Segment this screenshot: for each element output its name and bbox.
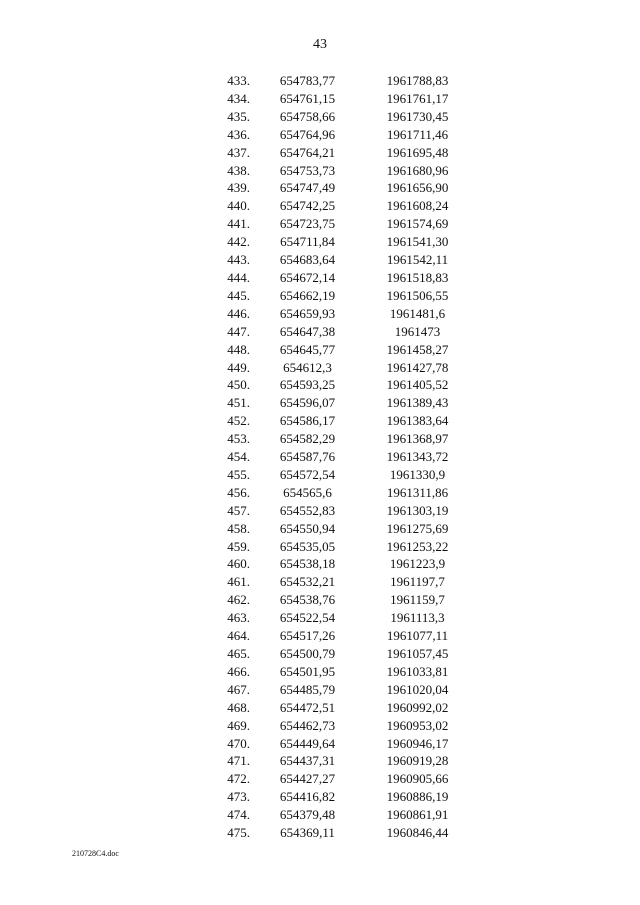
row-number-cell: 464.	[227, 628, 250, 644]
y-coordinate-cell: 1961343,72	[386, 449, 449, 465]
table-row	[200, 609, 470, 627]
x-coordinate-cell: 654758,66	[279, 108, 336, 124]
row-number-cell: 442.	[227, 234, 250, 250]
x-coordinate-cell: 654662,19	[279, 287, 336, 303]
x-coordinate-cell: 654742,25	[279, 198, 336, 214]
row-number-cell: 456.	[227, 484, 250, 500]
row-number-cell: 443.	[227, 252, 250, 268]
y-coordinate-cell: 1961541,30	[386, 234, 449, 250]
x-coordinate-cell: 654565,6	[283, 484, 332, 500]
x-coordinate-cell: 654517,26	[279, 628, 336, 644]
row-number-cell: 435.	[227, 108, 250, 124]
y-coordinate-cell: 1961383,64	[386, 413, 449, 429]
row-number-cell: 474.	[227, 807, 250, 823]
y-coordinate-cell: 1961574,69	[386, 216, 449, 232]
table-row	[200, 824, 470, 842]
x-coordinate-cell: 654437,31	[279, 753, 336, 769]
x-coordinate-cell: 654753,73	[279, 162, 336, 178]
y-coordinate-cell: 1960953,02	[386, 717, 449, 733]
x-coordinate-cell: 654747,49	[279, 180, 336, 196]
y-coordinate-cell: 1961730,45	[386, 108, 449, 124]
x-coordinate-cell: 654659,93	[279, 305, 336, 321]
table-row	[200, 520, 470, 538]
x-coordinate-cell: 654449,64	[279, 735, 336, 751]
y-coordinate-cell: 1961033,81	[386, 663, 449, 679]
x-coordinate-cell: 654586,17	[279, 413, 336, 429]
table-row	[200, 788, 470, 806]
row-number-cell: 472.	[227, 771, 250, 787]
table-row	[200, 162, 470, 180]
row-number-cell: 462.	[227, 592, 250, 608]
row-number-cell: 438.	[227, 162, 250, 178]
row-number-cell: 457.	[227, 502, 250, 518]
row-number-cell: 475.	[227, 825, 250, 841]
row-number-cell: 454.	[227, 449, 250, 465]
y-coordinate-cell: 1961253,22	[386, 538, 449, 554]
y-coordinate-cell: 1961368,97	[386, 431, 449, 447]
x-coordinate-cell: 654711,84	[280, 234, 335, 250]
y-coordinate-cell: 1961711,46	[386, 126, 449, 142]
row-number-cell: 460.	[227, 556, 250, 572]
y-coordinate-cell: 1961506,55	[386, 287, 449, 303]
y-coordinate-cell: 1960846,44	[386, 825, 449, 841]
y-coordinate-cell: 1960946,17	[386, 735, 449, 751]
table-row	[200, 305, 470, 323]
row-number-cell: 439.	[227, 180, 250, 196]
y-coordinate-cell: 1961608,24	[386, 198, 449, 214]
y-coordinate-cell: 1961311,86	[386, 484, 449, 500]
x-coordinate-cell: 654723,75	[279, 216, 336, 232]
y-coordinate-cell: 1960886,19	[386, 789, 449, 805]
x-coordinate-cell: 654672,14	[279, 269, 336, 285]
row-number-cell: 467.	[227, 681, 250, 697]
table-row	[200, 484, 470, 502]
table-row	[200, 251, 470, 269]
table-row	[200, 538, 470, 556]
table-row	[200, 108, 470, 126]
y-coordinate-cell: 1961197,7	[390, 574, 445, 590]
x-coordinate-cell: 654538,76	[279, 592, 336, 608]
table-row	[200, 430, 470, 448]
row-number-cell: 469.	[227, 717, 250, 733]
x-coordinate-cell: 654761,15	[279, 90, 336, 106]
row-number-cell: 452.	[227, 413, 250, 429]
x-coordinate-cell: 654416,82	[279, 789, 336, 805]
row-number-cell: 468.	[227, 699, 250, 715]
row-number-cell: 458.	[227, 520, 250, 536]
x-coordinate-cell: 654552,83	[279, 502, 336, 518]
y-coordinate-cell: 1961223,9	[389, 556, 446, 572]
x-coordinate-cell: 654427,27	[279, 771, 336, 787]
table-row	[200, 72, 470, 90]
table-row	[200, 341, 470, 359]
y-coordinate-cell: 1960992,02	[386, 699, 449, 715]
page-number: 43	[313, 37, 327, 52]
y-coordinate-cell: 1961057,45	[386, 646, 449, 661]
table-row	[200, 323, 470, 341]
x-coordinate-cell: 654532,21	[279, 574, 336, 590]
y-coordinate-cell: 1961303,19	[386, 502, 449, 518]
coordinate-table-body	[200, 72, 470, 842]
y-coordinate-cell: 1961389,43	[386, 395, 449, 411]
footer-filename: 210728C4.doc	[72, 849, 119, 858]
row-number-cell: 471.	[227, 753, 250, 769]
row-number-cell: 444.	[227, 269, 250, 285]
row-number-cell: 470.	[227, 735, 250, 751]
row-number-cell: 448.	[227, 341, 250, 357]
table-row	[200, 770, 470, 788]
y-coordinate-cell: 1961330,9	[389, 466, 446, 482]
y-coordinate-cell: 1961518,83	[386, 269, 449, 285]
y-coordinate-cell: 1961458,27	[386, 341, 449, 357]
x-coordinate-cell: 654572,54	[279, 466, 336, 482]
x-coordinate-cell: 654683,64	[279, 252, 336, 268]
row-number-cell: 437.	[227, 144, 250, 160]
x-coordinate-cell: 654535,05	[279, 538, 336, 554]
row-number-cell: 433.	[227, 73, 250, 88]
table-row	[200, 555, 470, 573]
y-coordinate-cell: 1961427,78	[386, 359, 449, 375]
y-coordinate-cell: 1961275,69	[386, 520, 449, 536]
table-row	[200, 412, 470, 430]
table-row	[200, 752, 470, 770]
y-coordinate-cell: 1961405,52	[386, 377, 449, 393]
x-coordinate-cell: 654783,77	[279, 73, 336, 88]
row-number-cell: 450.	[227, 377, 250, 393]
table-row	[200, 627, 470, 645]
x-coordinate-cell: 654379,48	[279, 807, 336, 823]
x-coordinate-cell: 654647,38	[279, 323, 336, 339]
row-number-cell: 441.	[227, 216, 250, 232]
table-row	[200, 466, 470, 484]
row-number-cell: 445.	[227, 287, 250, 303]
row-number-cell: 455.	[227, 466, 250, 482]
y-coordinate-cell: 1961481,6	[389, 305, 446, 321]
row-number-cell: 466.	[227, 663, 250, 679]
table-row	[200, 215, 470, 233]
row-number-cell: 461.	[227, 574, 250, 590]
row-number-cell: 436.	[227, 126, 250, 142]
x-coordinate-cell: 654522,54	[279, 610, 336, 626]
y-coordinate-cell: 1961473	[394, 323, 441, 339]
row-number-cell: 447.	[227, 323, 250, 339]
x-coordinate-cell: 654593,25	[279, 377, 336, 393]
table-row	[200, 681, 470, 699]
y-coordinate-cell: 1961761,17	[386, 90, 449, 106]
y-coordinate-cell: 1961656,90	[386, 180, 449, 196]
row-number-cell: 449.	[227, 359, 250, 375]
row-number-cell: 446.	[227, 305, 250, 321]
x-coordinate-cell: 654587,76	[279, 449, 336, 465]
y-coordinate-cell: 1961695,48	[386, 144, 449, 160]
table-row	[200, 699, 470, 717]
x-coordinate-cell: 654596,07	[279, 395, 336, 411]
table-row	[200, 645, 470, 663]
y-coordinate-cell: 1960919,28	[386, 753, 449, 769]
table-row	[200, 126, 470, 144]
table-row	[200, 502, 470, 520]
x-coordinate-cell: 654550,94	[279, 520, 336, 536]
y-coordinate-cell: 1961113,3	[390, 610, 445, 626]
table-row	[200, 359, 470, 377]
y-coordinate-cell: 1961159,7	[390, 592, 445, 608]
x-coordinate-cell: 654612,3	[283, 359, 332, 375]
table-row	[200, 179, 470, 197]
row-number-cell: 473.	[227, 789, 250, 805]
table-row	[200, 663, 470, 681]
table-row	[200, 287, 470, 305]
table-row	[200, 735, 470, 753]
table-row	[200, 591, 470, 609]
x-coordinate-cell: 654764,96	[279, 126, 336, 142]
y-coordinate-cell: 1960905,66	[386, 771, 449, 787]
row-number-cell: 465.	[227, 646, 250, 661]
row-number-cell: 459.	[227, 538, 250, 554]
table-row	[200, 233, 470, 251]
y-coordinate-cell: 1961542,11	[386, 252, 449, 268]
x-coordinate-cell: 654472,51	[279, 699, 336, 715]
x-coordinate-cell: 654764,21	[279, 144, 336, 160]
x-coordinate-cell: 654538,18	[279, 556, 336, 572]
table-row	[200, 717, 470, 735]
row-number-cell: 434.	[227, 90, 250, 106]
y-coordinate-cell: 1961020,04	[386, 681, 449, 697]
table-row	[200, 806, 470, 824]
table-row	[200, 90, 470, 108]
x-coordinate-cell: 654462,73	[279, 717, 336, 733]
table-row	[200, 376, 470, 394]
table-row	[200, 573, 470, 591]
coordinate-table	[200, 72, 470, 842]
y-coordinate-cell: 1961788,83	[386, 73, 449, 88]
row-number-cell: 440.	[227, 198, 250, 214]
table-row	[200, 144, 470, 162]
row-number-cell: 453.	[227, 431, 250, 447]
x-coordinate-cell: 654485,79	[279, 681, 336, 697]
row-number-cell: 463.	[227, 610, 250, 626]
y-coordinate-cell: 1961680,96	[386, 162, 449, 178]
table-row	[200, 448, 470, 466]
table-row	[200, 269, 470, 287]
table-row	[200, 197, 470, 215]
x-coordinate-cell: 654582,29	[279, 431, 336, 447]
x-coordinate-cell: 654500,79	[279, 646, 336, 661]
x-coordinate-cell: 654369,11	[280, 825, 335, 841]
table-row	[200, 394, 470, 412]
x-coordinate-cell: 654501,95	[279, 663, 336, 679]
y-coordinate-cell: 1960861,91	[386, 807, 449, 823]
y-coordinate-cell: 1961077,11	[386, 628, 449, 644]
row-number-cell: 451.	[227, 395, 250, 411]
x-coordinate-cell: 654645,77	[279, 341, 336, 357]
